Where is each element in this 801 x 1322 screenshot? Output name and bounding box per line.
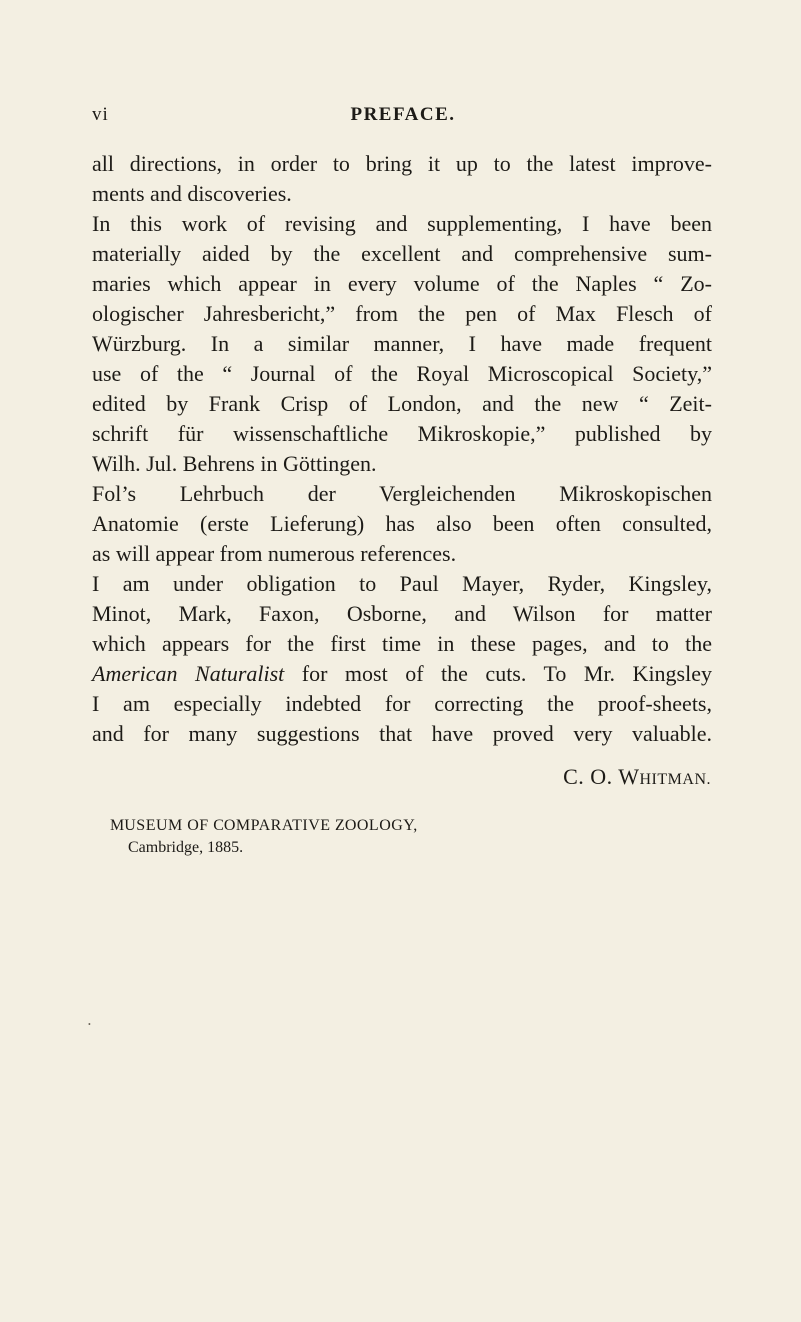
- text-line: edited by Frank Crisp of London, and the new “ Zeit-: [92, 391, 712, 416]
- imprint-initial: Z: [335, 817, 345, 834]
- imprint-smallcaps: OMPARATIVE: [223, 817, 336, 834]
- text-line: Anatomie (erste Lieferung) has also been often consulted,: [92, 511, 712, 536]
- text-line: I am especially indebted for correcting the proof-sheets,: [92, 691, 712, 716]
- text-line: Fol’s Lehrbuch der Vergleichenden Mikroskopischen: [92, 481, 712, 506]
- text-line: Würzburg. In a similar manner, I have made frequent: [92, 331, 712, 356]
- text-line: In this work of revising and supplementing, I have been: [92, 211, 712, 236]
- imprint: [110, 815, 418, 859]
- imprint-smallcaps: OOLOGY,: [344, 817, 418, 834]
- text-line: [92, 659, 712, 689]
- text-line: I am under obligation to Paul Mayer, Ryder, Kingsley,: [92, 571, 712, 596]
- signature-name-rest: HITMAN.: [639, 771, 711, 788]
- page-number: vi: [92, 104, 109, 125]
- text-line: Wilh. Jul. Behrens in Göttingen.: [92, 451, 377, 476]
- text-fragment: for most of the cuts. To Mr. Kingsley: [284, 661, 712, 686]
- italic-title: American Naturalist: [92, 661, 285, 686]
- text-line: materially aided by the excellent and comprehensive sum-: [92, 241, 712, 266]
- imprint-institution: [110, 815, 418, 837]
- imprint-smallcaps: USEUM OF: [124, 817, 214, 834]
- text-line: maries which appear in every volume of the Naples “ Zo-: [92, 271, 712, 296]
- text-line: which appears for the first time in these pages, and to the: [92, 631, 712, 656]
- signature-initials: C. O. W: [563, 764, 640, 789]
- text-line: as will appear from numerous references.: [92, 541, 457, 566]
- author-signature: [92, 764, 711, 790]
- stray-ink-mark: •: [88, 1020, 91, 1029]
- text-line: Minot, Mark, Faxon, Osborne, and Wilson for matter: [92, 601, 712, 626]
- preface-text: [92, 149, 712, 749]
- text-line: and for many suggestions that have proved very valuable.: [92, 721, 712, 746]
- text-line: ologischer Jahresbericht,” from the pen of Max Flesch of: [92, 301, 712, 326]
- text-line: ments and discoveries.: [92, 181, 292, 206]
- running-head: [92, 104, 714, 134]
- text-line: all directions, in order to bring it up to the latest improve-: [92, 151, 712, 176]
- imprint-initial: M: [110, 817, 125, 834]
- page-title: PREFACE.: [350, 104, 456, 125]
- text-line: schrift für wissenschaftliche Mikroskopie,” published by: [92, 421, 712, 446]
- text-line: use of the “ Journal of the Royal Microscopical Society,”: [92, 361, 712, 386]
- imprint-initial: C: [213, 817, 224, 834]
- imprint-place-date: Cambridge, 1885.: [128, 839, 244, 856]
